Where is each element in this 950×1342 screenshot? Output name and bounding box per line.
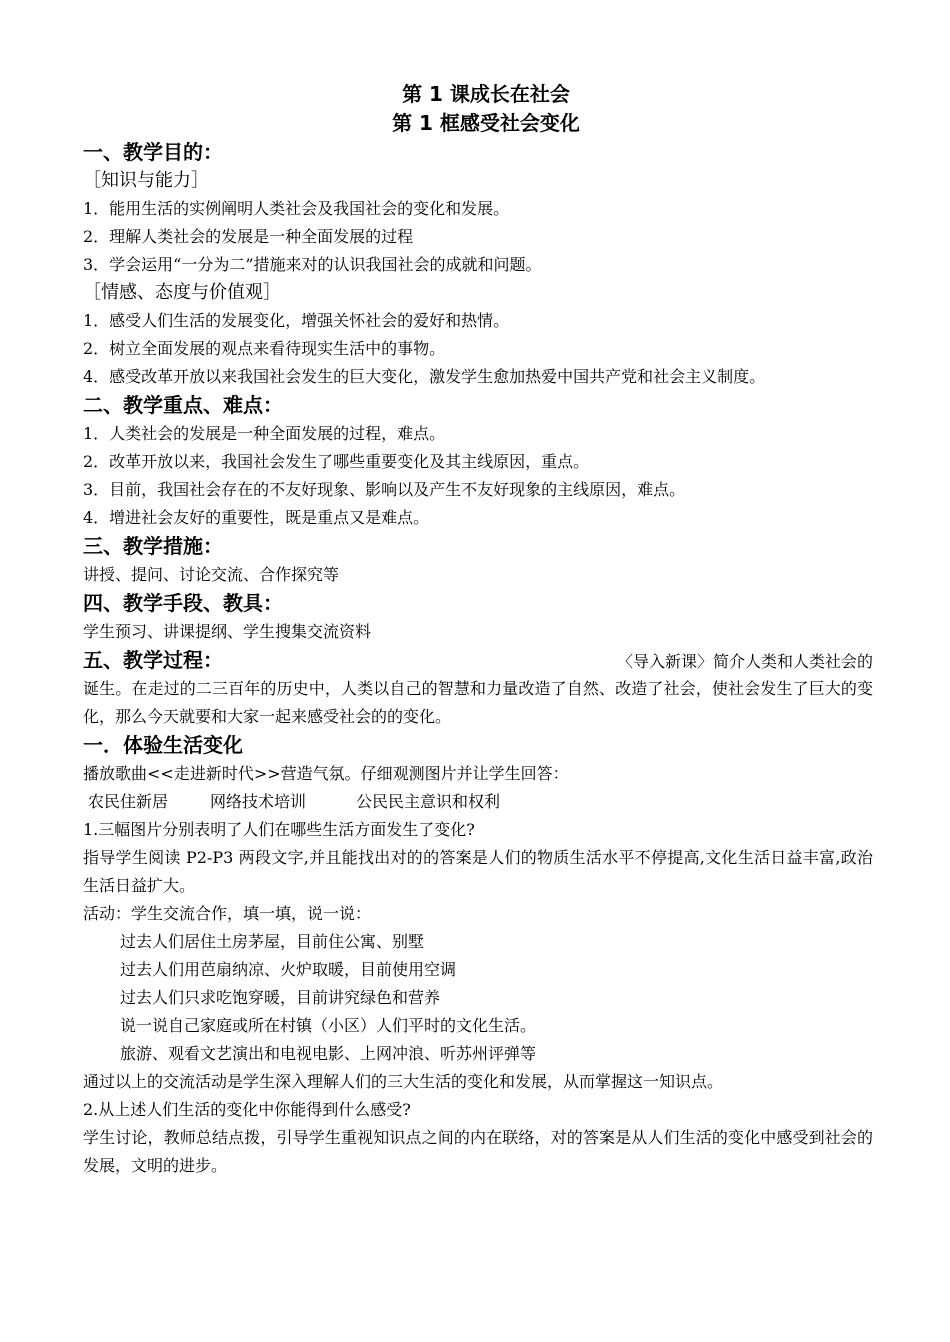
key-point-item: 1．人类社会的发展是一种全面发展的过程，难点。 <box>83 424 446 443</box>
question-2-answer: 学生讨论，教师总结点拨，引导学生重视知识点之间的内在联络，对的答案是从人们生活的变化中感受到社会的发展，文明的进步。 <box>83 1128 873 1175</box>
activity-item: 旅游、观看文艺演出和电视电影、上网冲浪、听苏州评弹等 <box>120 1044 537 1063</box>
emotion-item: 2．树立全面发展的观点来看待现实生活中的事物。 <box>83 339 446 358</box>
activity-item: 过去人们只求吃饱穿暖，目前讲究绿色和营养 <box>120 988 441 1007</box>
intro-start: 〈导入新课〉简介人类和人类社会的 <box>616 652 873 671</box>
key-point-item: 3．目前，我国社会存在的不友好现象、影响以及产生不友好现象的主线原因，难点。 <box>83 480 686 499</box>
knowledge-item: 1．能用生活的实例阐明人类社会及我国社会的变化和发展。 <box>83 199 510 218</box>
key-point-item: 2．改革开放以来，我国社会发生了哪些重要变化及其主线原因，重点。 <box>83 452 590 471</box>
activity-item: 过去人们居住土房茅屋，目前住公寓、别墅 <box>120 932 425 951</box>
heading-teaching-methods: 三、教学措施： <box>83 534 223 558</box>
knowledge-item: 2．理解人类社会的发展是一种全面发展的过程 <box>83 227 414 246</box>
heading-key-points: 二、教学重点、难点： <box>83 393 283 417</box>
heading-teaching-tools: 四、教学手段、教具： <box>83 591 283 615</box>
question-2: 2.从上述人们生活的变化中你能得到什么感受? <box>83 1100 411 1119</box>
teaching-methods-text: 讲授、提问、讨论交流、合作探究等 <box>83 565 340 584</box>
picture-caption: 网络技术培训 <box>210 792 307 811</box>
activity-item: 过去人们用芭扇纳凉、火炉取暖，目前使用空调 <box>120 960 457 979</box>
heading-teaching-objectives: 一、教学目的： <box>83 140 223 164</box>
emotion-item: 4．感受改革开放以来我国社会发生的巨大变化，激发学生愈加热爱中国共产党和社会主义制度。 <box>83 367 766 386</box>
teaching-process-row <box>83 646 873 675</box>
question-1: 1.三幅图片分别表明了人们在哪些生活方面发生了变化? <box>83 820 475 839</box>
knowledge-item: 3．学会运用“一分为二”措施来对的认识我国社会的成就和问题。 <box>83 255 542 274</box>
emotion-item: 1．感受人们生活的发展变化，增强关怀社会的爱好和热情。 <box>83 311 510 330</box>
heading-teaching-process: 五、教学过程： <box>83 648 223 672</box>
intro-text: 诞生。在走过的二三百年的历史中，人类以自己的智慧和力量改造了自然、改造了社会，使社会发生了巨大的变化，那么今天就要和大家一起来感受社会的的变化。 <box>83 679 873 726</box>
picture-captions <box>83 788 873 816</box>
activity-summary: 通过以上的交流活动是学生深入理解人们的三大生活的变化和发展，从而掌握这一知识点。 <box>83 1072 724 1091</box>
document-page <box>83 80 873 1180</box>
question-1-answer: 指导学生阅读 P2-P3 两段文字,并且能找出对的的答案是人们的物质生活水平不停提高,文化生活日益丰富,政治生活日益扩大。 <box>83 848 873 895</box>
picture-caption: 农民住新居 <box>88 792 169 811</box>
picture-caption: 公民民主意识和权利 <box>356 792 501 811</box>
subheading-emotion-values: ［情感、态度与价值观］ <box>83 282 281 303</box>
heading-experience-life-changes: 一．体验生活变化 <box>83 733 243 757</box>
section-title: 第 1 框感受社会变化 <box>392 111 580 135</box>
lesson-title: 第 1 课成长在社会 <box>402 82 570 106</box>
subheading-knowledge-ability: ［知识与能力］ <box>83 170 209 191</box>
teaching-tools-text: 学生预习、讲课提纲、学生搜集交流资料 <box>83 622 372 641</box>
key-point-item: 4．增进社会友好的重要性，既是重点又是难点。 <box>83 508 430 527</box>
activity-line: 活动：学生交流合作，填一填，说一说： <box>83 904 372 923</box>
song-line: 播放歌曲<<走进新时代>>营造气氛。仔细观测图片并让学生回答： <box>83 764 569 783</box>
activity-item: 说一说自己家庭或所在村镇（小区）人们平时的文化生活。 <box>120 1016 537 1035</box>
